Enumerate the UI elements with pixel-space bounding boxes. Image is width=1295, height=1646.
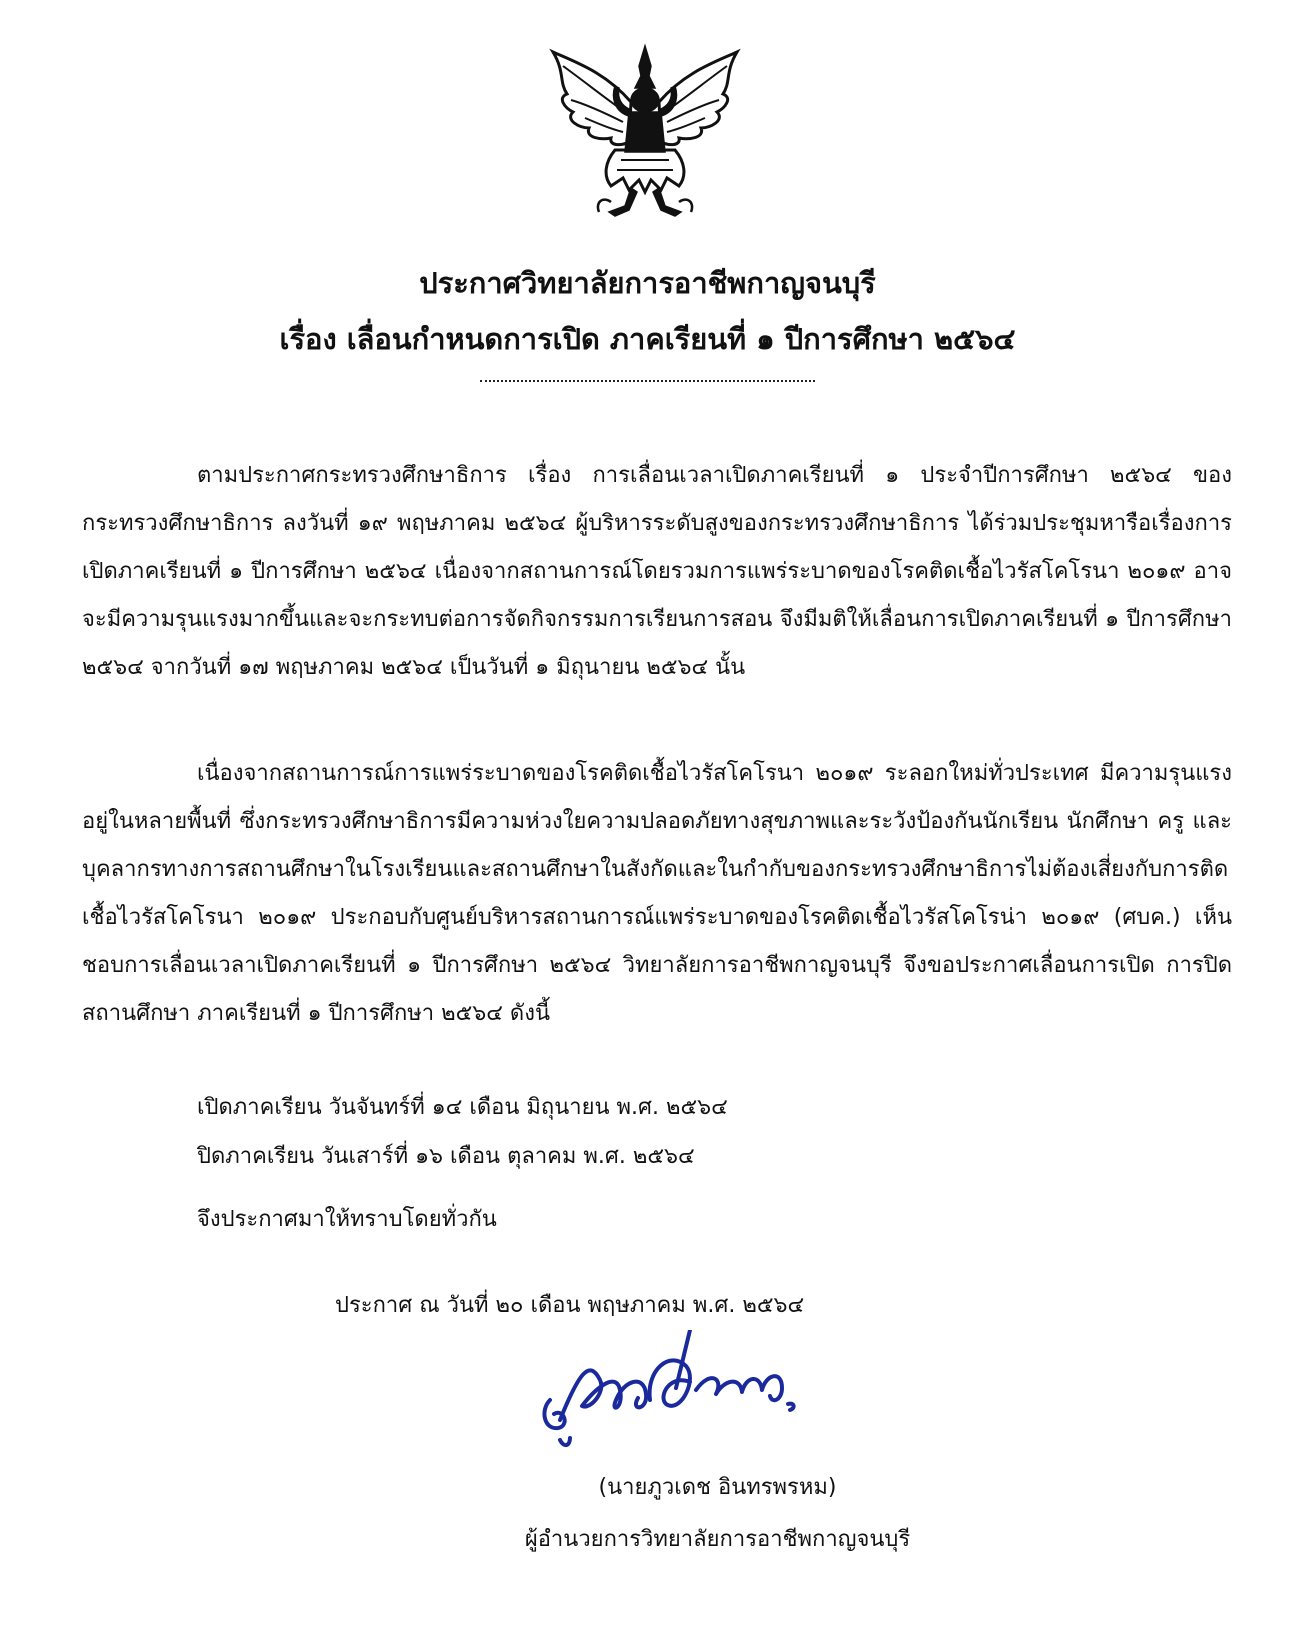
title-line-institution: ประกาศวิทยาลัยการอาชีพกาญจนบุรี — [419, 266, 876, 300]
garuda-emblem-icon — [545, 42, 745, 218]
signer-position: ผู้อำนวยการวิทยาลัยการอาชีพกาญจนบุรี — [524, 1527, 911, 1552]
signer-name: (นายภูวเดช อินทรพรหม) — [598, 1475, 837, 1500]
schedule-open-date: เปิดภาคเรียน วันจันทร์ที่ ๑๔ เดือน มิถุนายน พ.ศ. ๒๕๖๔ — [197, 1095, 728, 1120]
closing-statement: จึงประกาศมาให้ทราบโดยทั่วกัน — [197, 1207, 497, 1232]
title-separator — [480, 380, 815, 382]
signature-icon — [520, 1330, 820, 1460]
announcement-dateline: ประกาศ ณ วันที่ ๒๐ เดือน พฤษภาคม พ.ศ. ๒๕๖๔ — [335, 1293, 805, 1318]
title-line-subject: เรื่อง เลื่อนกำหนดการเปิด ภาคเรียนที่ ๑ ปีการศึกษา ๒๕๖๔ — [279, 322, 1016, 356]
body-paragraph-1: ตามประกาศกระทรวงศึกษาธิการ เรื่อง การเลื่อนเวลาเปิดภาคเรียนที่ ๑ ประจำปีการศึกษา ๒๕๖๔ ของกระทรวงศึกษาธิการ ลงวันที่ ๑๙ พฤษภาคม ๒๕๖๔ ผู้บริหารระดับสูงของกระทรวงศึกษาธิการ ได้ร่วมประชุมหารือเรื่องการเปิดภาคเรียนที่ ๑ ปีการศึกษา ๒๕๖๔ เนื่องจากสถานการณ์โดยรวมการแพร่ระบาดของโรคติดเชื้อไวรัสโคโรนา ๒๐๑๙ อาจจะมีความรุนแรงมากขึ้นและจะกระทบต่อการจัดกิจกรรมการเรียนการสอน จึงมีมติให้เลื่อนการเปิดภาคเรียนที่ ๑ ปีการศึกษา ๒๕๖๔ จากวันที่ ๑๗ พฤษภาคม ๒๕๖๔ เป็นวันที่ ๑ มิถุนายน ๒๕๖๔ นั้น — [82, 463, 1232, 680]
announcement-title — [0, 255, 1295, 367]
schedule-close-date: ปิดภาคเรียน วันเสาร์ที่ ๑๖ เดือน ตุลาคม พ.ศ. ๒๕๖๔ — [197, 1144, 695, 1169]
body-paragraph-2: เนื่องจากสถานการณ์การแพร่ระบาดของโรคติดเชื้อไวรัสโคโรนา ๒๐๑๙ ระลอกใหม่ทั่วประเทศ มีความรุนแรงอยู่ในหลายพื้นที่ ซึ่งกระทรวงศึกษาธิการมีความห่วงใยความปลอดภัยทางสุขภาพและระวังป้องกันนักเรียน นักศึกษา ครู และบุคลากรทางการสถานศึกษาในโรงเรียนและสถานศึกษาในสังกัดและในกำกับของกระทรวงศึกษาธิการไม่ต้องเสี่ยงกับการติดเชื้อไวรัสโคโรนา ๒๐๑๙ ประกอบกับศูนย์บริหารสถานการณ์แพร่ระบาดของโรคติดเชื้อไวรัสโคโรน่า ๒๐๑๙ (ศบค.) เห็นชอบการเลื่อนเวลาเปิดภาคเรียนที่ ๑ ปีการศึกษา ๒๕๖๔ วิทยาลัยการอาชีพกาญจนบุรี จึงขอประกาศเลื่อนการเปิด การปิดสถานศึกษา ภาคเรียนที่ ๑ ปีการศึกษา ๒๕๖๔ ดังนี้ — [82, 761, 1232, 1026]
